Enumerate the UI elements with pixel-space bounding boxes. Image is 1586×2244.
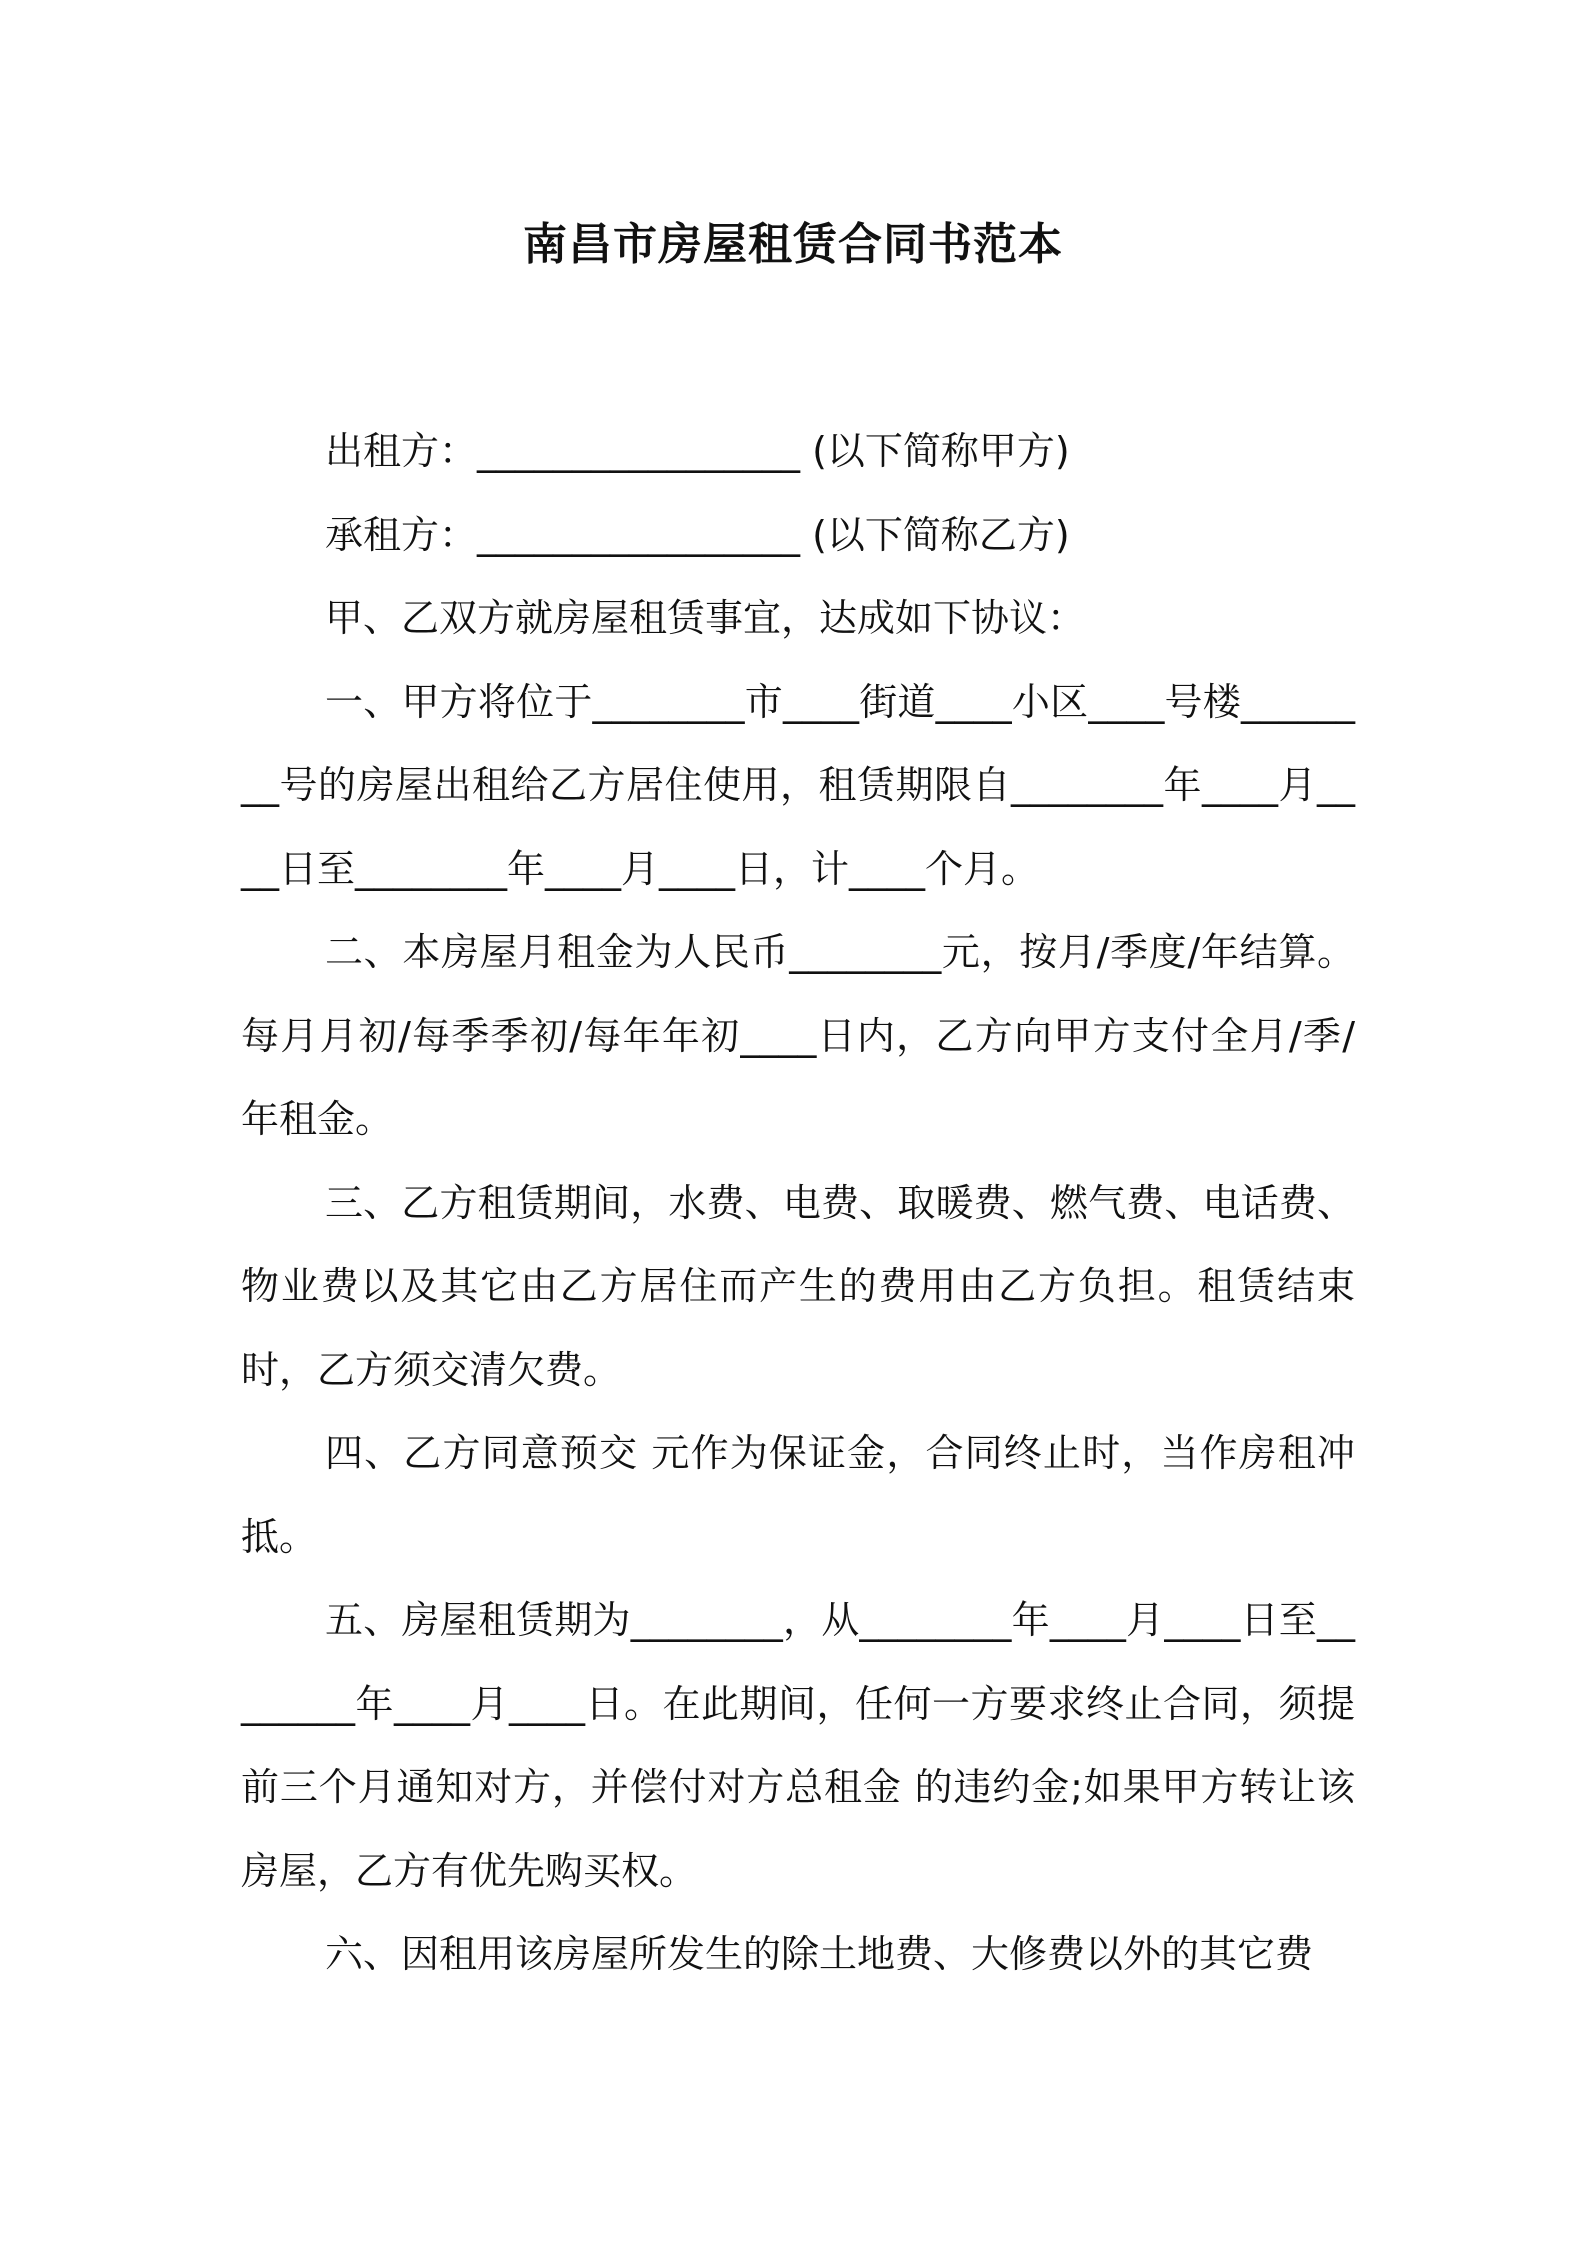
lessor-line: 出租方：_________________ (以下简称甲方) xyxy=(325,429,1070,473)
document-title: 南昌市房屋租赁合同书范本 xyxy=(523,219,1063,270)
clause-3: 三、乙方租赁期间，水费、电费、取暖费、燃气费、电话费、物业费以及其它由乙方居住而产生的费用由乙方负担。租赁结束时，乙方须交清欠费。 xyxy=(241,1180,1355,1392)
document-body xyxy=(241,410,1355,1997)
clause-5: 五、房屋租赁期为________，从________年____月____日至________年____月____日。在此期间，任何一方要求终止合同，须提前三个月通知对方，并偿付对方总租金 的违约金;如果甲方转让该房屋，乙方有优先购买权。 xyxy=(241,1598,1355,1893)
clause-6: 六、因租用该房屋所发生的除土地费、大修费以外的其它费 xyxy=(325,1932,1314,1976)
clause-1: 一、甲方将位于________市____街道____小区____号楼________号的房屋出租给乙方居住使用，租赁期限自________年____月____日至________年____月____日，计____个月。 xyxy=(241,679,1355,891)
agreement-intro: 甲、乙双方就房屋租赁事宜，达成如下协议： xyxy=(325,596,1086,640)
lessee-line: 承租方：_________________ (以下简称乙方) xyxy=(325,512,1070,557)
clause-2: 二、本房屋月租金为人民币________元，按月/季度/年结算。每月月初/每季季初/每年年初____日内，乙方向甲方支付全月/季/年租金。 xyxy=(241,930,1355,1141)
clause-4: 四、乙方同意预交 元作为保证金，合同终止时，当作房租冲抵。 xyxy=(241,1431,1355,1559)
